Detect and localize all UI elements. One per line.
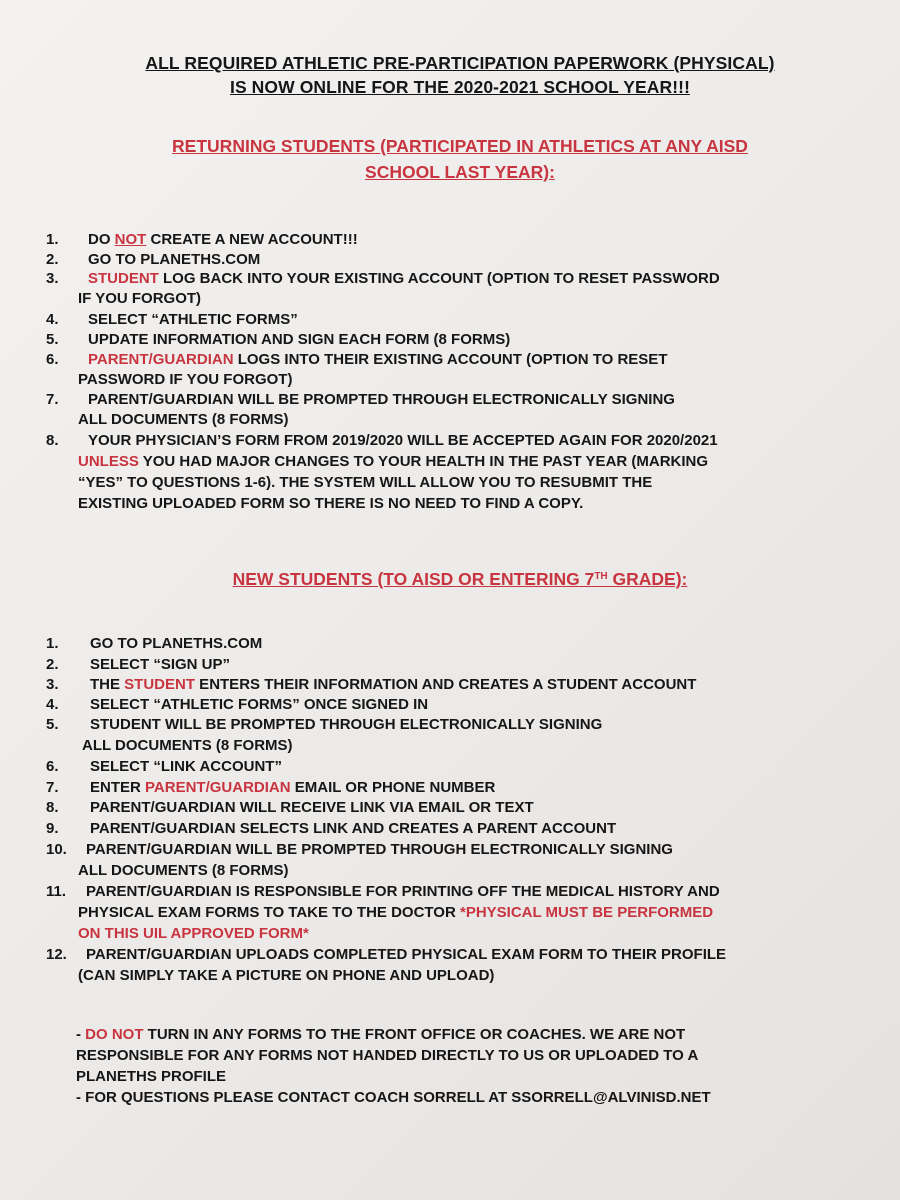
title-line-2: IS NOW ONLINE FOR THE 2020-2021 SCHOOL YEAR!!! xyxy=(229,77,690,97)
title-line-1: ALL REQUIRED ATHLETIC PRE-PARTICIPATION PAPERWORK (PHYSICAL) xyxy=(145,53,775,73)
emphasis-student: STUDENT xyxy=(124,676,196,693)
flyer-page: ALL REQUIRED ATHLETIC PRE-PARTICIPATION PAPERWORK (PHYSICAL) IS NOW ONLINE FOR THE 2020-2021 SCHOOL YEAR!!! RETURNING STUDENTS (PARTICIPATED IN ATHLETICS AT ANY AISD SCHOOL LAST YEAR): 1. DO NOT CREATE A NEW ACCOUNT!!! 2. GO TO PLANETHS.COM 3. STUDENT LOG BACK INTO YOUR EXISTING ACCOUNT (OPTION TO RESET PASSWORD IF YOU FORGOT) 4. SELECT “ATHLETIC FORMS” 5. UPDATE INFORMATION AND SIGN EACH FORM (8 FORMS) 6. PARENT/GUARDIAN LOGS INTO THEIR EXISTING ACCOUNT (OPTION TO RESET PASSWORD IF YOU FORGOT) 7. PARENT/GUARDIAN WILL BE PROMPTED THROUGH ELECTRONICALLY SIGNING ALL DOCUMENTS (8 FORMS) 8. YOUR PHYSICIAN’S FORM FROM 2019/2020 WILL BE ACCEPTED AGAIN FOR 2020/2021 UNLESS YOU HAD MAJOR CHANGES TO YOUR HEALTH IN THE PAST YEAR (MARKING “YES” TO QUESTIONS 1-6). THE SYSTEM WILL ALLOW YOU TO RESUBMIT THE EXISTING UPLOADED FORM SO THERE IS NO NEED TO FIND A COPY. NEW STUDENTS (TO AISD OR ENTERING 7TH GRADE): 1. GO TO PLANETHS.COM 2. SELECT “SIGN UP” 3. THE STUDENT ENTERS THEIR INFORMATION AND CREATES A STUDENT ACCOUNT 4. SELECT “ATHLETIC FORMS” ONCE SIGNED IN 5. STUDENT WILL BE PROMPTED THROUGH ELECTRONICALLY SIGNING ALL DOCUMENTS (8 FORMS) 6. SELECT “LINK ACCOUNT” 7. ENTER PARENT/GUARDIAN EMAIL OR PHONE NUMBER 8. PARENT/GUARDIAN WILL RECEIVE LINK VIA EMAIL OR TEXT 9. PARENT/GUARDIAN SELECTS LINK AND CREATES A PARENT ACCOUNT 10. PARENT/GUARDIAN WILL BE PROMPTED THROUGH ELECTRONICALLY SIGNING ALL DOCUMENTS (8 FORMS) 11. PARENT/GUARDIAN IS RESPONSIBLE FOR PRINTING OFF THE MEDICAL HISTORY AND PHYSICAL EXAM FORMS TO TAKE TO THE DOCTOR *PHYSICAL MUST BE PERFORMED ON THIS UIL APPROVED FORM* 12. PARENT/GUARDIAN UPLOADS COMPLETED PHYSICAL EXAM FORM TO THEIR PROFILE (CAN SIMPLY TAKE A PICTURE ON PHONE AND UPLOAD) - DO NOT TURN IN ANY FORMS TO THE FRONT OFFICE OR COACHES. WE ARE NOT RESPONSIBLE FOR ANY FORMS NOT HANDED DIRECTLY TO US OR UPLOADED TO A PLANETHS PROFILE - FOR QUESTIONS PLEASE CONTACT COACH SORRELL AT SSORRELL@ALVINISD.NET xyxy=(0,0,900,1200)
emphasis-parent-guardian: PARENT/GUARDIAN xyxy=(145,779,291,796)
emphasis-not: NOT xyxy=(114,231,147,248)
emphasis-student: STUDENT xyxy=(88,270,159,287)
note-line: - DO NOT TURN IN ANY FORMS TO THE FRONT OFFICE OR COACHES. WE ARE NOT xyxy=(76,1026,686,1043)
emphasis-do-not: DO NOT xyxy=(85,1026,144,1043)
emphasis-unless: UNLESS xyxy=(78,453,139,470)
contact-line: - FOR QUESTIONS PLEASE CONTACT COACH SORRELL AT SSORRELL@ALVINISD.NET xyxy=(76,1089,711,1106)
emphasis-parent-guardian: PARENT/GUARDIAN xyxy=(88,351,234,368)
emphasis-physical-warning: *PHYSICAL MUST BE PERFORMED xyxy=(459,904,714,921)
returning-heading-line-2: SCHOOL LAST YEAR): xyxy=(365,162,555,182)
note-line: RESPONSIBLE FOR ANY FORMS NOT HANDED DIRECTLY TO US OR UPLOADED TO A xyxy=(76,1047,699,1064)
new-students-heading: NEW STUDENTS (TO AISD OR ENTERING 7TH GRADE): xyxy=(232,569,688,589)
returning-heading-line-1: RETURNING STUDENTS (PARTICIPATED IN ATHLETICS AT ANY AISD xyxy=(172,136,748,156)
note-line: PLANETHS PROFILE xyxy=(76,1068,227,1085)
